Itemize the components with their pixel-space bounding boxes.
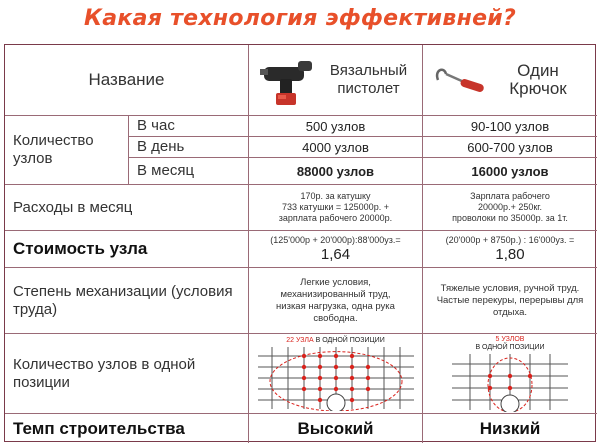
header-tool-gun-label: Вязальный пистолет — [329, 62, 408, 97]
header-tool-hook-label: Один Крючок — [509, 61, 567, 98]
hook-position-count: 5 УЗЛОВ — [495, 336, 525, 343]
tied-node — [508, 386, 512, 390]
per-month-label: В месяц — [129, 158, 249, 185]
tying-hook-icon — [432, 60, 488, 100]
hook-position — [423, 334, 597, 414]
tied-node — [508, 374, 512, 378]
header-name: Название — [5, 45, 249, 116]
hook-mechanization: Тяжелые условия, ручной труд. Частые перекуры, перерывы для отдыха. — [423, 268, 597, 334]
hook-position-caption — [475, 336, 544, 352]
gun-costs-line: 733 катушки = 125000р. + — [282, 202, 389, 212]
tied-node — [317, 376, 321, 380]
tied-node — [301, 354, 305, 358]
tied-node — [528, 374, 532, 378]
tied-node — [333, 376, 337, 380]
tied-node — [333, 387, 337, 391]
gun-costs — [249, 185, 423, 231]
gun-unit-cost-formula: (125'000р + 20'000р):88'000уз.= — [270, 235, 401, 245]
gun-per-day: 4000 узлов — [249, 137, 423, 158]
unit-cost-label: Стоимость узла — [5, 231, 249, 268]
hook-rebar-grid — [450, 352, 570, 412]
gun-tempo: Высокий — [249, 414, 423, 443]
hook-unit-cost-formula: (20'000р + 8750р.) : 16'000уз. = — [445, 235, 575, 245]
tied-node — [333, 354, 337, 358]
mechanization-label: Степень механизации (условия труда) — [5, 268, 249, 334]
worker-head — [327, 394, 345, 411]
hook-unit-cost-value: 1,80 — [495, 246, 525, 263]
gun-unit-cost-value: 1,64 — [320, 246, 351, 263]
tied-node — [301, 365, 305, 369]
tied-node — [488, 374, 492, 378]
hook-unit-cost — [423, 231, 597, 268]
gun-costs-line: 170р. за катушку — [300, 191, 371, 201]
tied-node — [365, 376, 369, 380]
hook-costs-line: проволоки по 35000р. за 1т. — [452, 213, 568, 223]
hook-costs — [423, 185, 597, 231]
tied-node — [349, 398, 353, 402]
tempo-label: Темп строительства — [5, 414, 249, 443]
header-tool-gun — [249, 45, 423, 116]
tied-node — [317, 398, 321, 402]
tied-node — [365, 365, 369, 369]
per-hour-label: В час — [129, 116, 249, 137]
gun-per-month: 88000 узлов — [249, 158, 423, 185]
hook-costs-line: Зарплата рабочего — [470, 191, 550, 201]
gun-position-caption — [286, 336, 385, 345]
position-label: Количество узлов в одной позиции — [5, 334, 249, 414]
gun-unit-cost — [249, 231, 423, 268]
hook-position-caption-text: В ОДНОЙ ПОЗИЦИИ — [475, 344, 545, 351]
gun-position-caption-text: В ОДНОЙ ПОЗИЦИИ — [315, 337, 385, 344]
tied-node — [349, 376, 353, 380]
quantity-label: Количество узлов — [5, 116, 129, 185]
hook-per-month: 16000 узлов — [423, 158, 597, 185]
page-title: Какая технология эффективней? — [83, 6, 517, 31]
hook-per-day: 600-700 узлов — [423, 137, 597, 158]
tied-node — [333, 365, 337, 369]
tied-node — [349, 387, 353, 391]
rebar-tying-gun-icon — [258, 53, 316, 107]
tied-node — [317, 365, 321, 369]
hook-costs-line: 20000р.+ 250кг. — [478, 202, 542, 212]
tied-node — [349, 354, 353, 358]
costs-label: Расходы в месяц — [5, 185, 249, 231]
tied-node — [488, 386, 492, 390]
gun-per-hour: 500 узлов — [249, 116, 423, 137]
tied-node — [349, 365, 353, 369]
per-day-label: В день — [129, 137, 249, 158]
gun-costs-line: зарплата рабочего 20000р. — [278, 213, 393, 223]
gun-position-count: 22 УЗЛА — [286, 337, 314, 344]
hook-per-hour: 90-100 узлов — [423, 116, 597, 137]
gun-mechanization: Легкие условия, механизированный труд, низкая нагрузка, одна рука свободна. — [249, 268, 423, 334]
comparison-table — [4, 44, 596, 442]
tied-node — [317, 387, 321, 391]
tied-node — [301, 376, 305, 380]
tied-node — [301, 387, 305, 391]
hook-tempo: Низкий — [479, 418, 541, 438]
tied-node — [365, 387, 369, 391]
gun-position — [249, 334, 423, 414]
gun-rebar-grid — [256, 345, 416, 411]
tied-node — [317, 354, 321, 358]
worker-head — [501, 395, 519, 412]
header-tool-hook — [423, 45, 597, 116]
